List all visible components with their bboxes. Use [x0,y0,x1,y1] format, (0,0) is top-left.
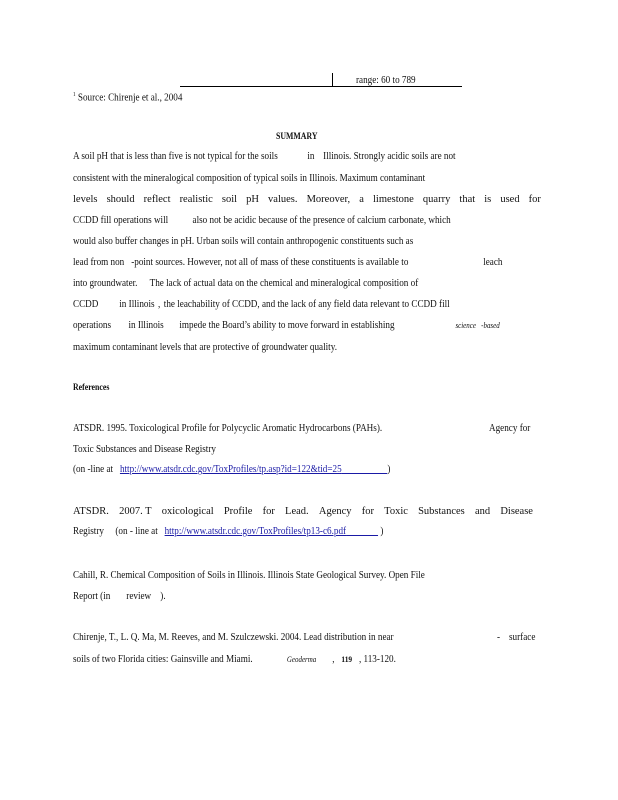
ref-atsdr-1995-title: ATSDR. 1995. Toxicological Profile for Polycyclic Aromatic Hydrocarbons (PAHs). [73,423,383,434]
summary-line [73,214,451,228]
ref-chirenje-line1: Chirenje, T., L. Q. Ma, M. Reeves, and M. Szulczewski. 2004. Lead distribution in near [73,632,394,643]
atsdr-2007-word: Substances [418,506,465,517]
ref-chirenje-dash: - [497,632,501,643]
ref-atsdr-2007-line2 [73,525,383,539]
summary-text: used [500,194,520,205]
summary-line [73,193,541,207]
summary-line [73,172,425,186]
summary-line [73,341,337,355]
atsdr-2007-word: for [262,506,275,517]
summary-text: would also buffer changes in pH. Urban soils will contain anthropogenic constituents such as [73,236,414,247]
summary-line [73,150,456,164]
summary-text: leach [483,257,503,268]
references-heading: References [73,382,110,392]
ref-atsdr-1995-line3 [73,463,390,477]
ref-cahill-line2 [73,590,166,604]
close-paren: ) [387,464,391,475]
ref-cahill-line1: Cahill, R. Chemical Composition of Soils in Illinois. Illinois State Geological Survey. Open File [73,570,425,581]
summary-text: for [528,194,541,205]
registry-text: Registry [73,526,104,537]
ref-atsdr-1995-agency: Agency for [489,423,531,434]
atsdr-2007-word: and [474,506,491,517]
cahill-report: Report (in [73,591,111,602]
chirenje-comma: , [332,654,335,665]
summary-line [73,319,500,333]
summary-text: lead from non [73,257,125,268]
summary-text: into groundwater. [73,278,138,289]
summary-text: in Illinois [128,320,164,331]
ref-atsdr-1995-line2: Toxic Substances and Disease Registry [73,444,216,455]
online-prefix: (on -line at [73,464,114,475]
summary-text: -point sources. However, not all of mass of these constituents is available to [131,257,409,268]
summary-text: values. [268,194,298,205]
online-prefix-2: (on - line at [115,526,158,537]
cahill-end: ). [160,591,166,602]
summary-text: quarry [422,194,451,205]
summary-heading: SUMMARY [276,131,318,141]
summary-text: consistent with the mineralogical composition of typical soils in Illinois. Maximum contaminant [73,173,426,184]
atsdr-2007-word: Lead. [285,506,309,517]
footnote-marker: 1 [73,92,76,98]
ref-chirenje-line2 [73,652,396,667]
footnote-rule [180,86,462,87]
summary-text: A soil pH that is less than five is not typical for the soils [73,151,278,162]
atsdr-2007-word: 2007. T [119,506,152,517]
summary-text: a [359,194,364,205]
atsdr-2007-word: for [361,506,374,517]
summary-text: in [307,151,315,162]
link-underline-pad-2 [346,526,378,537]
summary-line [73,235,413,249]
ref-chirenje-surface: surface [509,632,536,643]
ref-atsdr-1995-line1 [73,422,382,436]
summary-text: the leachability of CCDD, and the lack of any field data relevant to CCDD fill [163,299,450,310]
atsdr-2007-word: Profile [223,506,253,517]
atsdr-2007-word: Agency [318,506,352,517]
summary-text: CCDD fill operations will [73,215,169,226]
range-text: range: 60 to 789 [356,75,416,86]
cahill-review: review [126,591,152,602]
summary-text: limestone [373,194,414,205]
summary-text: The lack of actual data on the chemical and mineralogical composition of [149,278,419,289]
chirenje-volume: 119 [341,654,353,664]
summary-text: realistic [179,194,213,205]
summary-text: should [106,194,135,205]
chirenje-pages: , 113-120. [358,654,396,665]
summary-line [73,298,450,312]
footnote-source-text: Source: Chirenje et al., 2004 [77,92,183,104]
footnote-divider [332,73,333,87]
summary-text: also not be acidic because of the presence of calcium carbonate, which [192,215,451,226]
atsdr-pah-link[interactable]: http://www.atsdr.cdc.gov/ToxProfiles/tp.asp?id=122&tid=25 [119,464,342,475]
close-paren-2: ) [380,526,384,537]
summary-text: science [455,321,476,330]
summary-text: Moreover, [306,194,351,205]
chirenje-journal: Geoderma [286,655,317,664]
ref-atsdr-2007-line1 [73,505,533,519]
summary-text: that [459,194,476,205]
summary-text: CCDD [73,299,99,310]
summary-text: -based [481,321,500,330]
summary-text: soil [221,194,238,205]
chirenje-title: soils of two Florida cities: Gainsville and Miami. [73,654,253,665]
summary-text: levels [73,194,98,205]
link-underline-pad [342,464,391,475]
atsdr-2007-word: Disease [500,506,533,517]
atsdr-2007-word: ATSDR. [73,506,109,517]
summary-text: pH [246,194,259,205]
summary-text: is [484,194,492,205]
summary-text: , [158,299,161,310]
summary-text: operations [73,320,112,331]
summary-line [73,277,418,291]
summary-text: in Illinois [119,299,155,310]
summary-text: reflect [143,194,171,205]
atsdr-2007-word: Toxic [384,506,408,517]
footnote-source [73,88,182,106]
summary-text: impede the Board’s ability to move forward in establishing [179,320,395,331]
summary-line [73,256,502,270]
summary-text: Illinois. Strongly acidic soils are not [323,151,456,162]
summary-text: maximum contaminant levels that are protective of groundwater quality. [73,342,337,353]
atsdr-lead-link[interactable]: http://www.atsdr.cdc.gov/ToxProfiles/tp13-c6.pdf [164,526,347,537]
atsdr-2007-word: oxicological [161,506,214,517]
